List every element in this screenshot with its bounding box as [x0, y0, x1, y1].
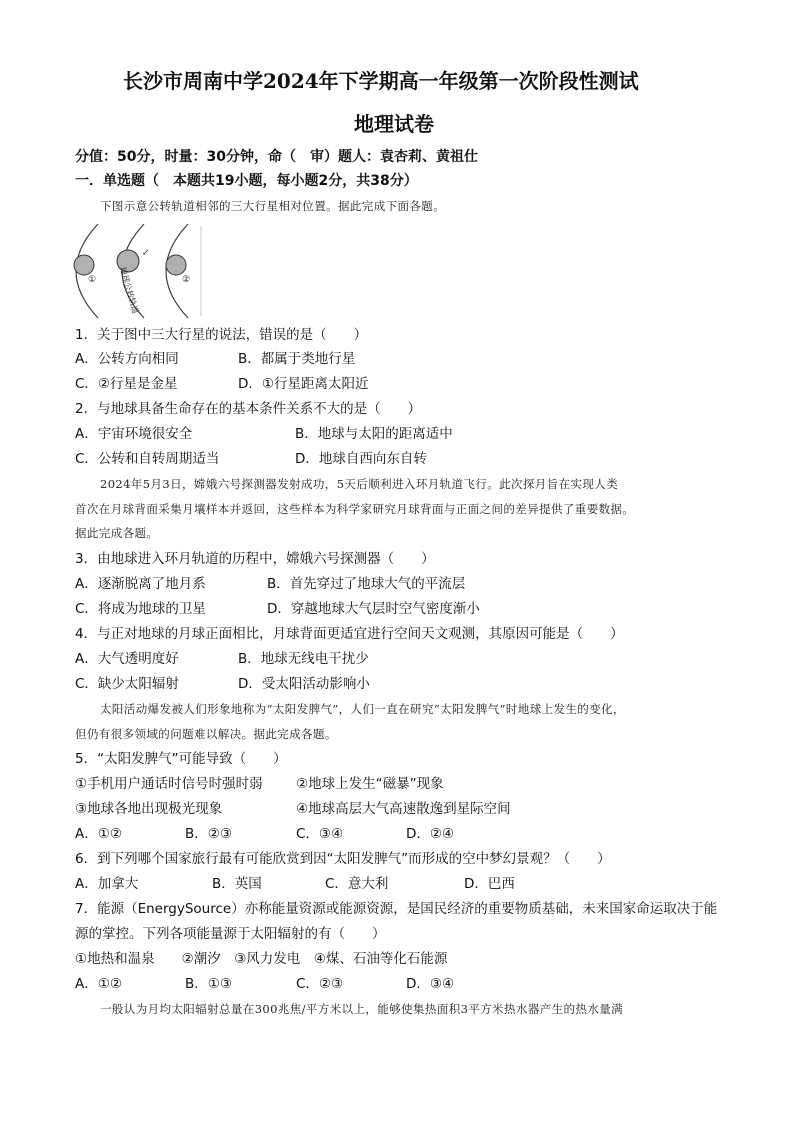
q6-option-b: B．英国 [212, 876, 262, 892]
q2-option-a: A．宇宙环境很安全 [75, 426, 193, 442]
q4-option-b: B．地球无线电干扰少 [238, 651, 369, 667]
passage-chang-e-line1: 2024年5月3日，嫦娥六号探测器发射成功，5天后顺利进入环月轨道飞行。此次探月旨在实现人类 [100, 477, 619, 491]
q3-option-a: A．逐渐脱离了地月系 [75, 576, 206, 592]
q5-option-d: D．②④ [406, 826, 455, 842]
q1-option-b: B．都属于类地行星 [238, 351, 356, 367]
q1-option-d: D．①行星距离太阳近 [238, 376, 369, 392]
q7-option-b: B．①③ [185, 976, 232, 992]
intro-1: 下图示意公转轨道相邻的三大行星相对位置。据此完成下面各题。 [100, 199, 446, 213]
planet-label-2: ② [182, 275, 191, 285]
q3-option-d: D．穿越地球大气层时空气密度渐小 [267, 601, 480, 617]
q2-option-b: B．地球与太阳的距离适中 [295, 426, 453, 442]
exam-title: 长沙市周南中学2024年下学期高一年级第一次阶段性测试 [123, 69, 639, 93]
q3-option-c: C．将成为地球的卫星 [75, 601, 206, 617]
passage-solar-radiation: 一般认为月均太阳辐射总量在300兆焦/平方米以上，能够使集热面积3平方米热水器产生的热水量满 [100, 1002, 624, 1016]
q7-option-c: C．②③ [296, 976, 344, 992]
q5-option-c: C．③④ [296, 826, 344, 842]
q4-option-a: A．大气透明度好 [75, 651, 179, 667]
q7-statements: ①地热和温泉 ②潮汐 ③风力发电 ④煤、石油等化石能源 [75, 951, 448, 967]
planet-label-1: ① [88, 275, 97, 285]
question-4: 4．与正对地球的月球正面相比，月球背面更适宜进行空间天文观测，其原因可能是（ ） [75, 626, 624, 642]
q5-statement-4: ④地球高层大气高速散逸到星际空间 [296, 801, 511, 817]
question-7-line1: 7．能源（EnergySource）亦称能量资源或能源资源，是国民经济的重要物质基础，未来国家命运取决于能 [75, 901, 718, 917]
q7-option-a: A．①② [75, 976, 122, 992]
section-heading: 一．单选题（ 本题共19小题，每小题2分，共38分） [75, 173, 418, 189]
q7-option-d: D．③④ [406, 976, 455, 992]
q3-option-b: B．首先穿过了地球大气的平流层 [267, 576, 466, 592]
planet-arrow-label: ↙ [142, 248, 150, 258]
q5-statement-2: ②地球上发生“磁暴”现象 [296, 776, 444, 792]
q5-statement-3: ③地球各地出现极光现象 [75, 801, 223, 817]
question-2: 2．与地球具备生命存在的基本条件关系不大的是（ ） [75, 401, 422, 417]
exam-info: 分值：50分，时量：30分钟，命（ 审）题人：袁杏莉、黄祖仕 [75, 149, 478, 165]
question-7-line2: 源的掌控。下列各项能量源于太阳辐射的有（ ） [75, 926, 386, 942]
question-1: 1．关于图中三大行星的说法，错误的是（ ） [75, 327, 368, 343]
q4-option-c: C．缺少太阳辐射 [75, 676, 179, 692]
passage-chang-e-line3: 据此完成各题。 [75, 526, 159, 540]
q6-option-d: D．巴西 [464, 876, 515, 892]
exam-subject: 地理试卷 [354, 112, 434, 136]
q5-option-b: B．②③ [185, 826, 232, 842]
q6-option-c: C．意大利 [325, 876, 389, 892]
q2-option-c: C．公转和自转周期适当 [75, 451, 220, 467]
planet-orbit-figure [68, 222, 203, 320]
q1-option-a: A．公转方向相同 [75, 351, 179, 367]
passage-solar-line2: 但仍有很多领域的问题难以解决。据此完成各题。 [75, 727, 337, 741]
question-5: 5．“太阳发脾气”可能导致（ ） [75, 751, 287, 767]
question-6: 6．到下列哪个国家旅行最有可能欣赏到因“太阳发脾气”而形成的空中梦幻景观？（ ） [75, 851, 611, 867]
q2-option-d: D．地球自西向东自转 [295, 451, 427, 467]
earth-orbit-label: 地球公转轨道 [118, 266, 140, 315]
passage-solar-line1: 太阳活动爆发被人们形象地称为“太阳发脾气”，人们一直在研究“太阳发脾气”时地球上发生的变化， [100, 702, 625, 716]
q6-option-a: A．加拿大 [75, 876, 139, 892]
q5-statement-1: ①手机用户通话时信号时强时弱 [75, 776, 263, 792]
question-3: 3．由地球进入环月轨道的历程中，嫦娥六号探测器（ ） [75, 551, 435, 567]
passage-chang-e-line2: 首次在月球背面采集月壤样本并返回，这些样本为科学家研究月球背面与正面之间的差异提供了重要数据。 [75, 502, 635, 516]
q4-option-d: D．受太阳活动影响小 [238, 676, 370, 692]
q5-option-a: A．①② [75, 826, 122, 842]
q1-option-c: C．②行星是金星 [75, 376, 178, 392]
